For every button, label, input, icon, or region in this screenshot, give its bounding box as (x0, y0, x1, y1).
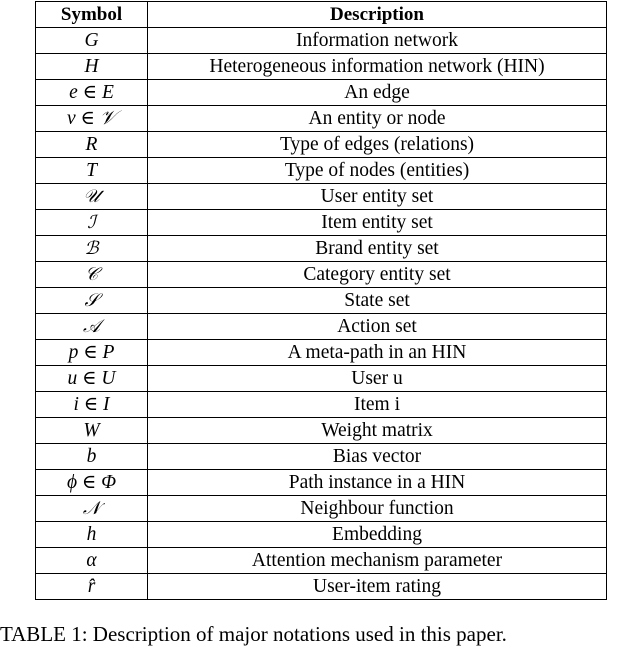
table-row (36, 132, 607, 158)
description-cell: Action set (148, 314, 607, 340)
notation-table (35, 1, 607, 600)
description-cell: Attention mechanism parameter (148, 548, 607, 574)
table-row (36, 548, 607, 574)
table-row (36, 262, 607, 288)
symbol-cell: v ∈ 𝒱 (36, 106, 148, 132)
description-cell: User u (148, 366, 607, 392)
table-row (36, 496, 607, 522)
description-cell: Information network (148, 28, 607, 54)
description-cell: Item i (148, 392, 607, 418)
symbol-cell: r̂ (36, 574, 148, 600)
table-row (36, 106, 607, 132)
symbol-cell: 𝒰 (36, 184, 148, 210)
symbol-cell: h (36, 522, 148, 548)
symbol-cell: G (36, 28, 148, 54)
description-cell: Type of edges (relations) (148, 132, 607, 158)
symbol-cell: H (36, 54, 148, 80)
description-cell: Embedding (148, 522, 607, 548)
table-row (36, 158, 607, 184)
column-header-symbol: Symbol (36, 2, 148, 28)
description-cell: Neighbour function (148, 496, 607, 522)
symbol-cell: i ∈ I (36, 392, 148, 418)
column-header-description: Description (148, 2, 607, 28)
symbol-cell: ℬ (36, 236, 148, 262)
table-row (36, 340, 607, 366)
description-cell: A meta-path in an HIN (148, 340, 607, 366)
description-cell: An entity or node (148, 106, 607, 132)
table-row (36, 444, 607, 470)
description-cell: Bias vector (148, 444, 607, 470)
symbol-cell: b (36, 444, 148, 470)
table-row (36, 80, 607, 106)
table-row (36, 28, 607, 54)
symbol-cell: 𝒩 (36, 496, 148, 522)
symbol-cell: 𝒞 (36, 262, 148, 288)
description-cell: An edge (148, 80, 607, 106)
table-row (36, 470, 607, 496)
table-row (36, 392, 607, 418)
symbol-cell: u ∈ U (36, 366, 148, 392)
symbol-cell: α (36, 548, 148, 574)
description-cell: Category entity set (148, 262, 607, 288)
description-cell: Path instance in a HIN (148, 470, 607, 496)
symbol-cell: T (36, 158, 148, 184)
symbol-cell: 𝒮 (36, 288, 148, 314)
table-row (36, 210, 607, 236)
table-row (36, 574, 607, 600)
table-row (36, 314, 607, 340)
table-row (36, 522, 607, 548)
table-row (36, 236, 607, 262)
table-caption: TABLE 1: Description of major notations used in this paper. (0, 622, 507, 646)
table-row (36, 184, 607, 210)
description-cell: Brand entity set (148, 236, 607, 262)
symbol-cell: ϕ ∈ Φ (36, 470, 148, 496)
description-cell: State set (148, 288, 607, 314)
table-header-row (36, 2, 607, 28)
description-cell: User-item rating (148, 574, 607, 600)
symbol-cell: 𝒜 (36, 314, 148, 340)
table-row (36, 54, 607, 80)
description-cell: Weight matrix (148, 418, 607, 444)
table-row (36, 366, 607, 392)
table-row (36, 288, 607, 314)
symbol-cell: p ∈ P (36, 340, 148, 366)
symbol-cell: e ∈ E (36, 80, 148, 106)
description-cell: User entity set (148, 184, 607, 210)
description-cell: Type of nodes (entities) (148, 158, 607, 184)
description-cell: Item entity set (148, 210, 607, 236)
symbol-cell: ℐ (36, 210, 148, 236)
description-cell: Heterogeneous information network (HIN) (148, 54, 607, 80)
symbol-cell: W (36, 418, 148, 444)
symbol-cell: R (36, 132, 148, 158)
table-row (36, 418, 607, 444)
